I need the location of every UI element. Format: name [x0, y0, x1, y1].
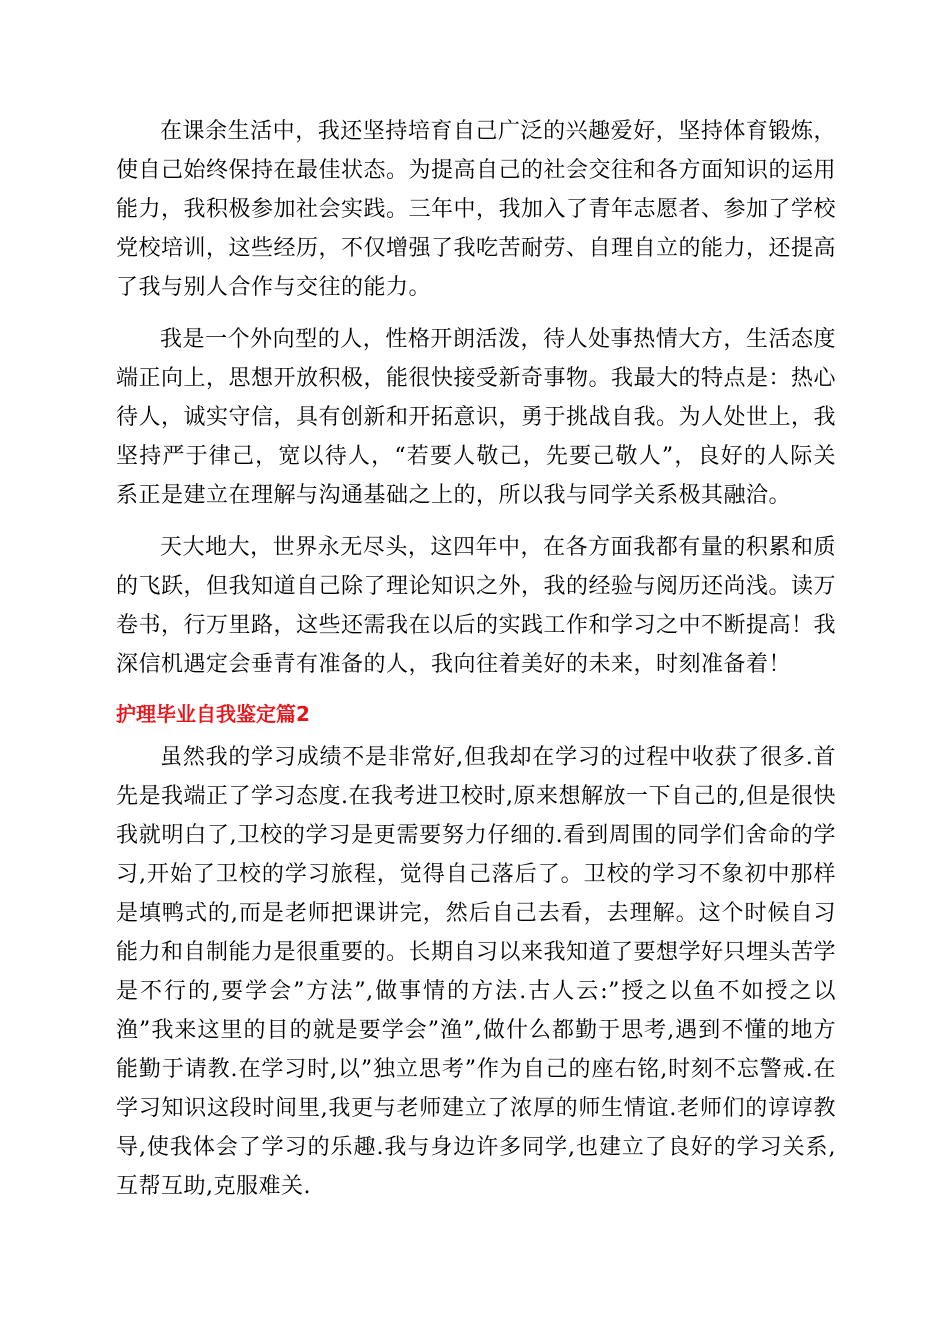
paragraph-personality: 我是一个外向型的人，性格开朗活泼，待人处事热情大方，生活态度端正向上，思想开放积极，能很快接受新奇事物。我最大的特点是：热心待人，诚实守信，具有创新和开拓意识，勇于挑战自我。为人处世上，我坚持严于律己，宽以待人，“若要人敬己，先要己敬人”，良好的人际关系正是建立在理解与沟通基础之上的，所以我与同学关系极其融洽。: [116, 327, 837, 508]
paragraph-outlook: 天大地大，世界永无尽头，这四年中，在各方面我都有量的积累和质的飞跃，但我知道自己除了理论知识之外，我的经验与阅历还尚浅。读万卷书，行万里路，这些还需我在以后的实践工作和学习之中不断提高！我深信机遇定会垂青有准备的人，我向往着美好的未来，时刻准备着！: [116, 535, 837, 677]
paragraph-study: 虽然我的学习成绩不是非常好,但我却在学习的过程中收获了很多.首先是我端正了学习态度.在我考进卫校时,原来想解放一下自己的,但是很快我就明白了,卫校的学习是更需要努力仔细的.看到周围的同学们舍命的学习,开始了卫校的学习旅程，觉得自己落后了。卫校的学习不象初中那样是填鸭式的,而是老师把课讲完，然后自己去看，去理解。这个时候自习能力和自制能力是很重要的。长期自习以来我知道了要想学好只埋头苦学是不行的,要学会”方法”,做事情的方法.古人云:”授之以鱼不如授之以渔”我来这里的目的就是要学会”渔”,做什么都勤于思考,遇到不懂的地方能勤于请教.在学习时,以”独立思考”作为自己的座右铭,时刻不忘警戒.在学习知识这段时间里,我更与老师建立了浓厚的师生情谊.老师们的谆谆教导,使我体会了学习的乐趣.我与身边许多同学,也建立了良好的学习关系,互帮互助,克服难关.: [116, 745, 837, 1199]
paragraph-extracurricular: 在课余生活中，我还坚持培育自己广泛的兴趣爱好，坚持体育锻炼，使自己始终保持在最佳状态。为提高自己的社会交往和各方面知识的运用能力，我积极参加社会实践。三年中，我加入了青年志愿者、参加了学校党校培训，这些经历，不仅增强了我吃苦耐劳、自理自立的能力，还提高了我与别人合作与交往的能力。: [116, 119, 837, 300]
section-heading: 护理毕业自我鉴定篇2: [116, 702, 310, 726]
document-body: [116, 112, 836, 1206]
